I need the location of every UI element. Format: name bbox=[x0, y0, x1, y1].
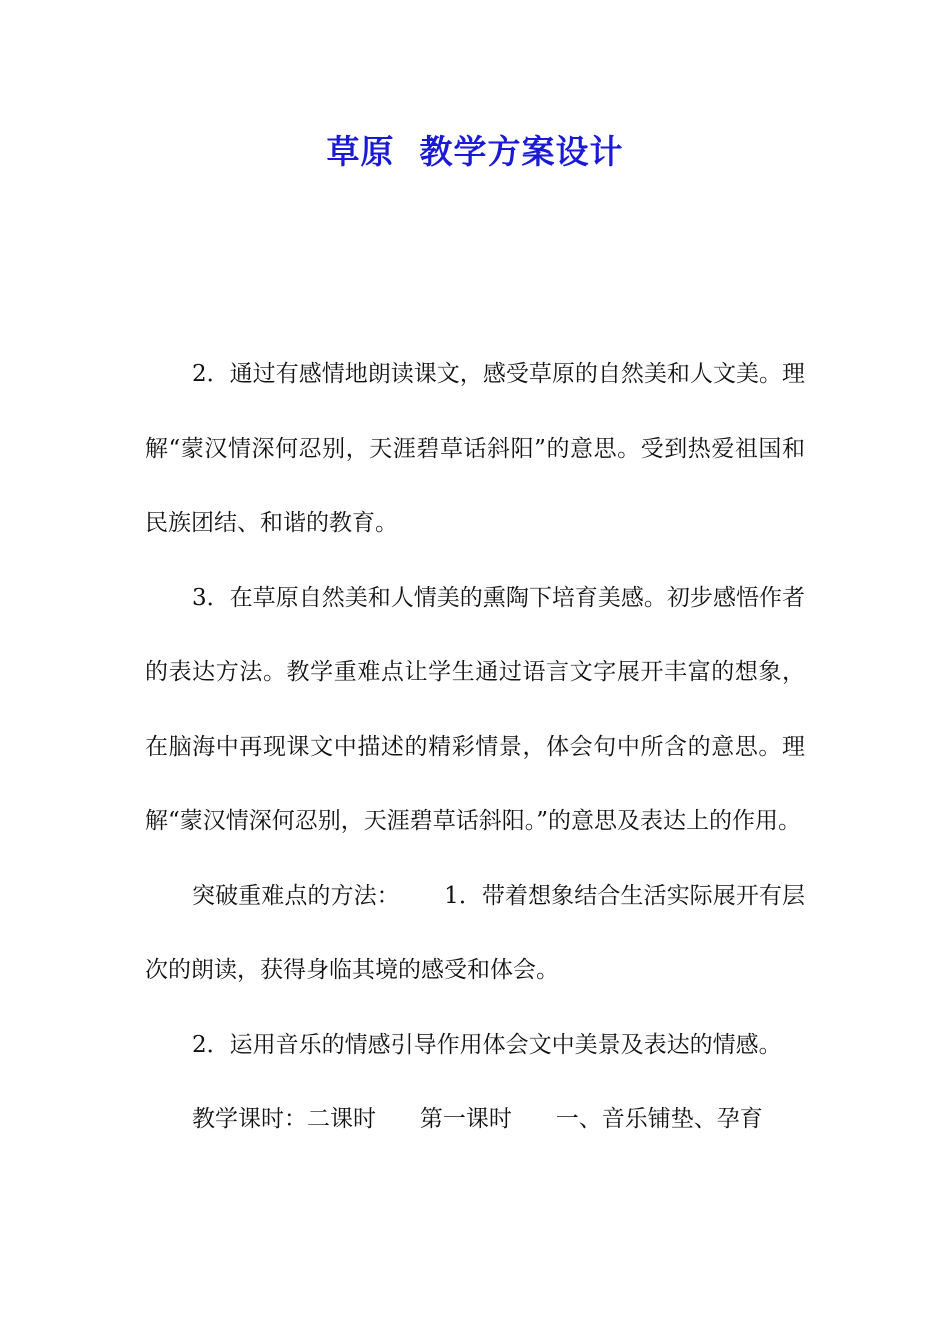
paragraph-goal-3: 3．在草原自然美和人情美的熏陶下培育美感。初步感悟作者的表达方法。教学重难点让学生通过语言文字展开丰富的想象，在脑海中再现课文中描述的精彩情景，体会句中所含的意思。理解“蒙汉情深何忍别，天涯碧草话斜阳。”的意思及表达上的作用。 bbox=[145, 584, 805, 834]
paragraph-method-2: 2．运用音乐的情感引导作用体会文中美景及表达的情感。 bbox=[192, 1031, 782, 1058]
paragraph-methods: 突破重难点的方法： 1．带着想象结合生活实际展开有层次的朗读，获得身临其境的感受和体会。 bbox=[145, 882, 805, 983]
document-title: 草原 教学方案设计 bbox=[326, 132, 624, 171]
paragraph-lesson-hours: 教学课时：二课时 第一课时 一、音乐铺垫、孕育 bbox=[192, 1106, 763, 1132]
paragraph-goal-2: 2．通过有感情地朗读课文，感受草原的自然美和人文美。理解“蒙汉情深何忍别，天涯碧草话斜阳”的意思。受到热爱祖国和民族团结、和谐的教育。 bbox=[145, 361, 805, 536]
document-body bbox=[145, 337, 805, 1157]
